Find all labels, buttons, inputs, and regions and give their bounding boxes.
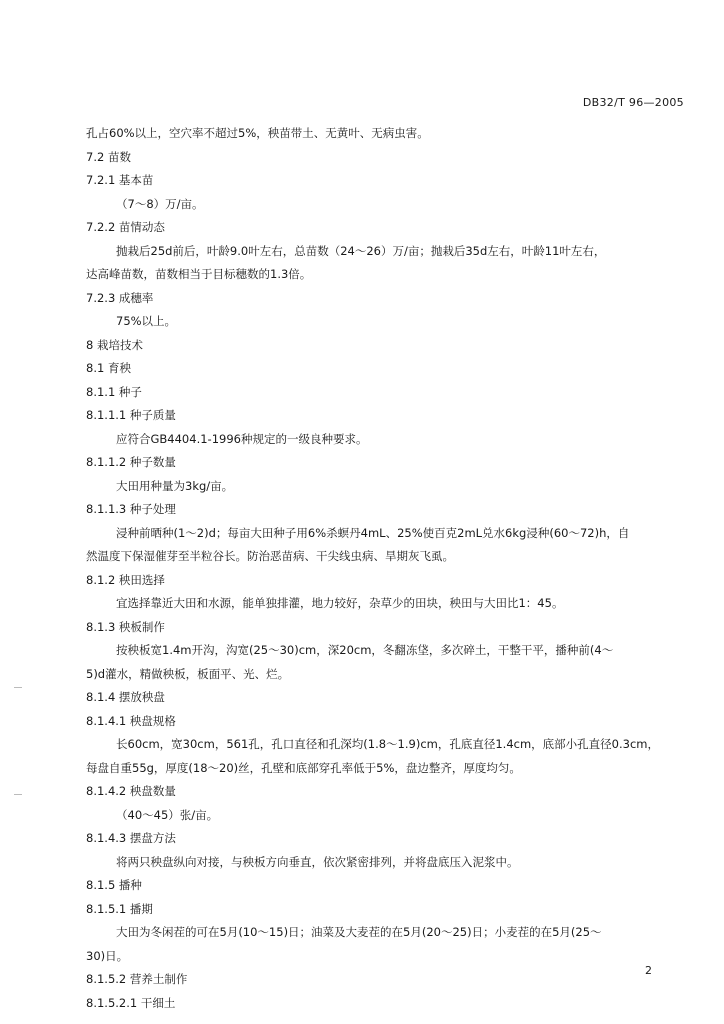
section-heading: 8.1.1.2 种子数量 xyxy=(86,455,176,469)
section-heading: 8.1.2 秧田选择 xyxy=(86,573,165,587)
text-line: （7～8）万/亩。 xyxy=(116,197,204,211)
section-heading: 7.2 苗数 xyxy=(86,150,131,164)
section-heading: 8.1.4.2 秧盘数量 xyxy=(86,784,176,798)
section-heading: 8.1.3 秧板制作 xyxy=(86,620,165,634)
text-line: 应符合GB4404.1-1996种规定的一级良种要求。 xyxy=(116,432,368,446)
text-line: 30)日。 xyxy=(86,949,129,963)
section-heading: 8.1.5.1 播期 xyxy=(86,902,153,916)
section-heading: 8.1.1 种子 xyxy=(86,385,142,399)
text-line: （40～45）张/亩。 xyxy=(116,808,219,822)
section-heading: 8 栽培技术 xyxy=(86,338,143,352)
text-line: 宜选择靠近大田和水源，能单独排灌，地力较好，杂草少的田块，秧田与大田比1：45。 xyxy=(116,596,564,610)
text-line: 5)d灌水，精做秧板，板面平、光、烂。 xyxy=(86,667,290,681)
text-line: 抛栽后25d前后，叶龄9.0叶左右，总苗数（24～26）万/亩；抛栽后35d左右，叶龄11叶左右， xyxy=(116,244,606,258)
text-line: 孔占60%以上，空穴率不超过5%，秧苗带土、无黄叶、无病虫害。 xyxy=(86,126,429,140)
section-heading: 7.2.1 基本苗 xyxy=(86,173,154,187)
text-line: 长60cm，宽30cm，561孔，孔口直径和孔深均(1.8～1.9)cm，孔底直径1.4cm，底部小孔直径0.3cm， xyxy=(116,737,659,751)
section-heading: 7.2.2 苗情动态 xyxy=(86,220,165,234)
text-line: 大田用种量为3kg/亩。 xyxy=(116,479,234,493)
scan-mark xyxy=(14,794,22,795)
text-line: 每盘自重55g，厚度(18～20)丝，孔壁和底部穿孔率低于5%，盘边整齐，厚度均匀。 xyxy=(86,761,521,775)
section-heading: 8.1.5 播种 xyxy=(86,878,142,892)
section-heading: 8.1.4 摆放秧盘 xyxy=(86,690,165,704)
text-line: 将两只秧盘纵向对接，与秧板方向垂直，依次紧密排列，并将盘底压入泥浆中。 xyxy=(116,855,519,869)
text-line: 达高峰苗数，苗数相当于目标穗数的1.3倍。 xyxy=(86,267,312,281)
section-heading: 8.1.4.1 秧盘规格 xyxy=(86,714,176,728)
standard-code: DB32/T 96—2005 xyxy=(582,96,684,109)
text-line: 然温度下保湿催芽至半粒谷长。防治恶苗病、干尖线虫病、旱期灰飞虱。 xyxy=(86,549,454,563)
page-number: 2 xyxy=(645,964,652,977)
section-heading: 8.1.1.1 种子质量 xyxy=(86,408,176,422)
text-line: 浸种前晒种(1～2)d；每亩大田种子用6%杀螟丹4mL、25%使百克2mL兑水6kg浸种(60～72)h，自 xyxy=(116,526,630,540)
section-heading: 8.1.5.2 营养土制作 xyxy=(86,972,188,986)
section-heading: 8.1 育秧 xyxy=(86,361,131,375)
section-heading: 8.1.1.3 种子处理 xyxy=(86,502,176,516)
section-heading: 8.1.5.2.1 干细土 xyxy=(86,996,176,1010)
text-line: 按秧板宽1.4m开沟，沟宽(25～30)cm，深20cm，冬翻冻垡，多次碎土，干整干平，播种前(4～ xyxy=(116,643,614,657)
section-heading: 7.2.3 成穗率 xyxy=(86,291,154,305)
text-line: 大田为冬闲茬的可在5月(10～15)日；油菜及大麦茬的在5月(20～25)日；小麦茬的在5月(25～ xyxy=(116,925,602,939)
text-line: 75%以上。 xyxy=(116,314,177,328)
section-heading: 8.1.4.3 摆盘方法 xyxy=(86,831,176,845)
scan-mark xyxy=(14,687,22,688)
